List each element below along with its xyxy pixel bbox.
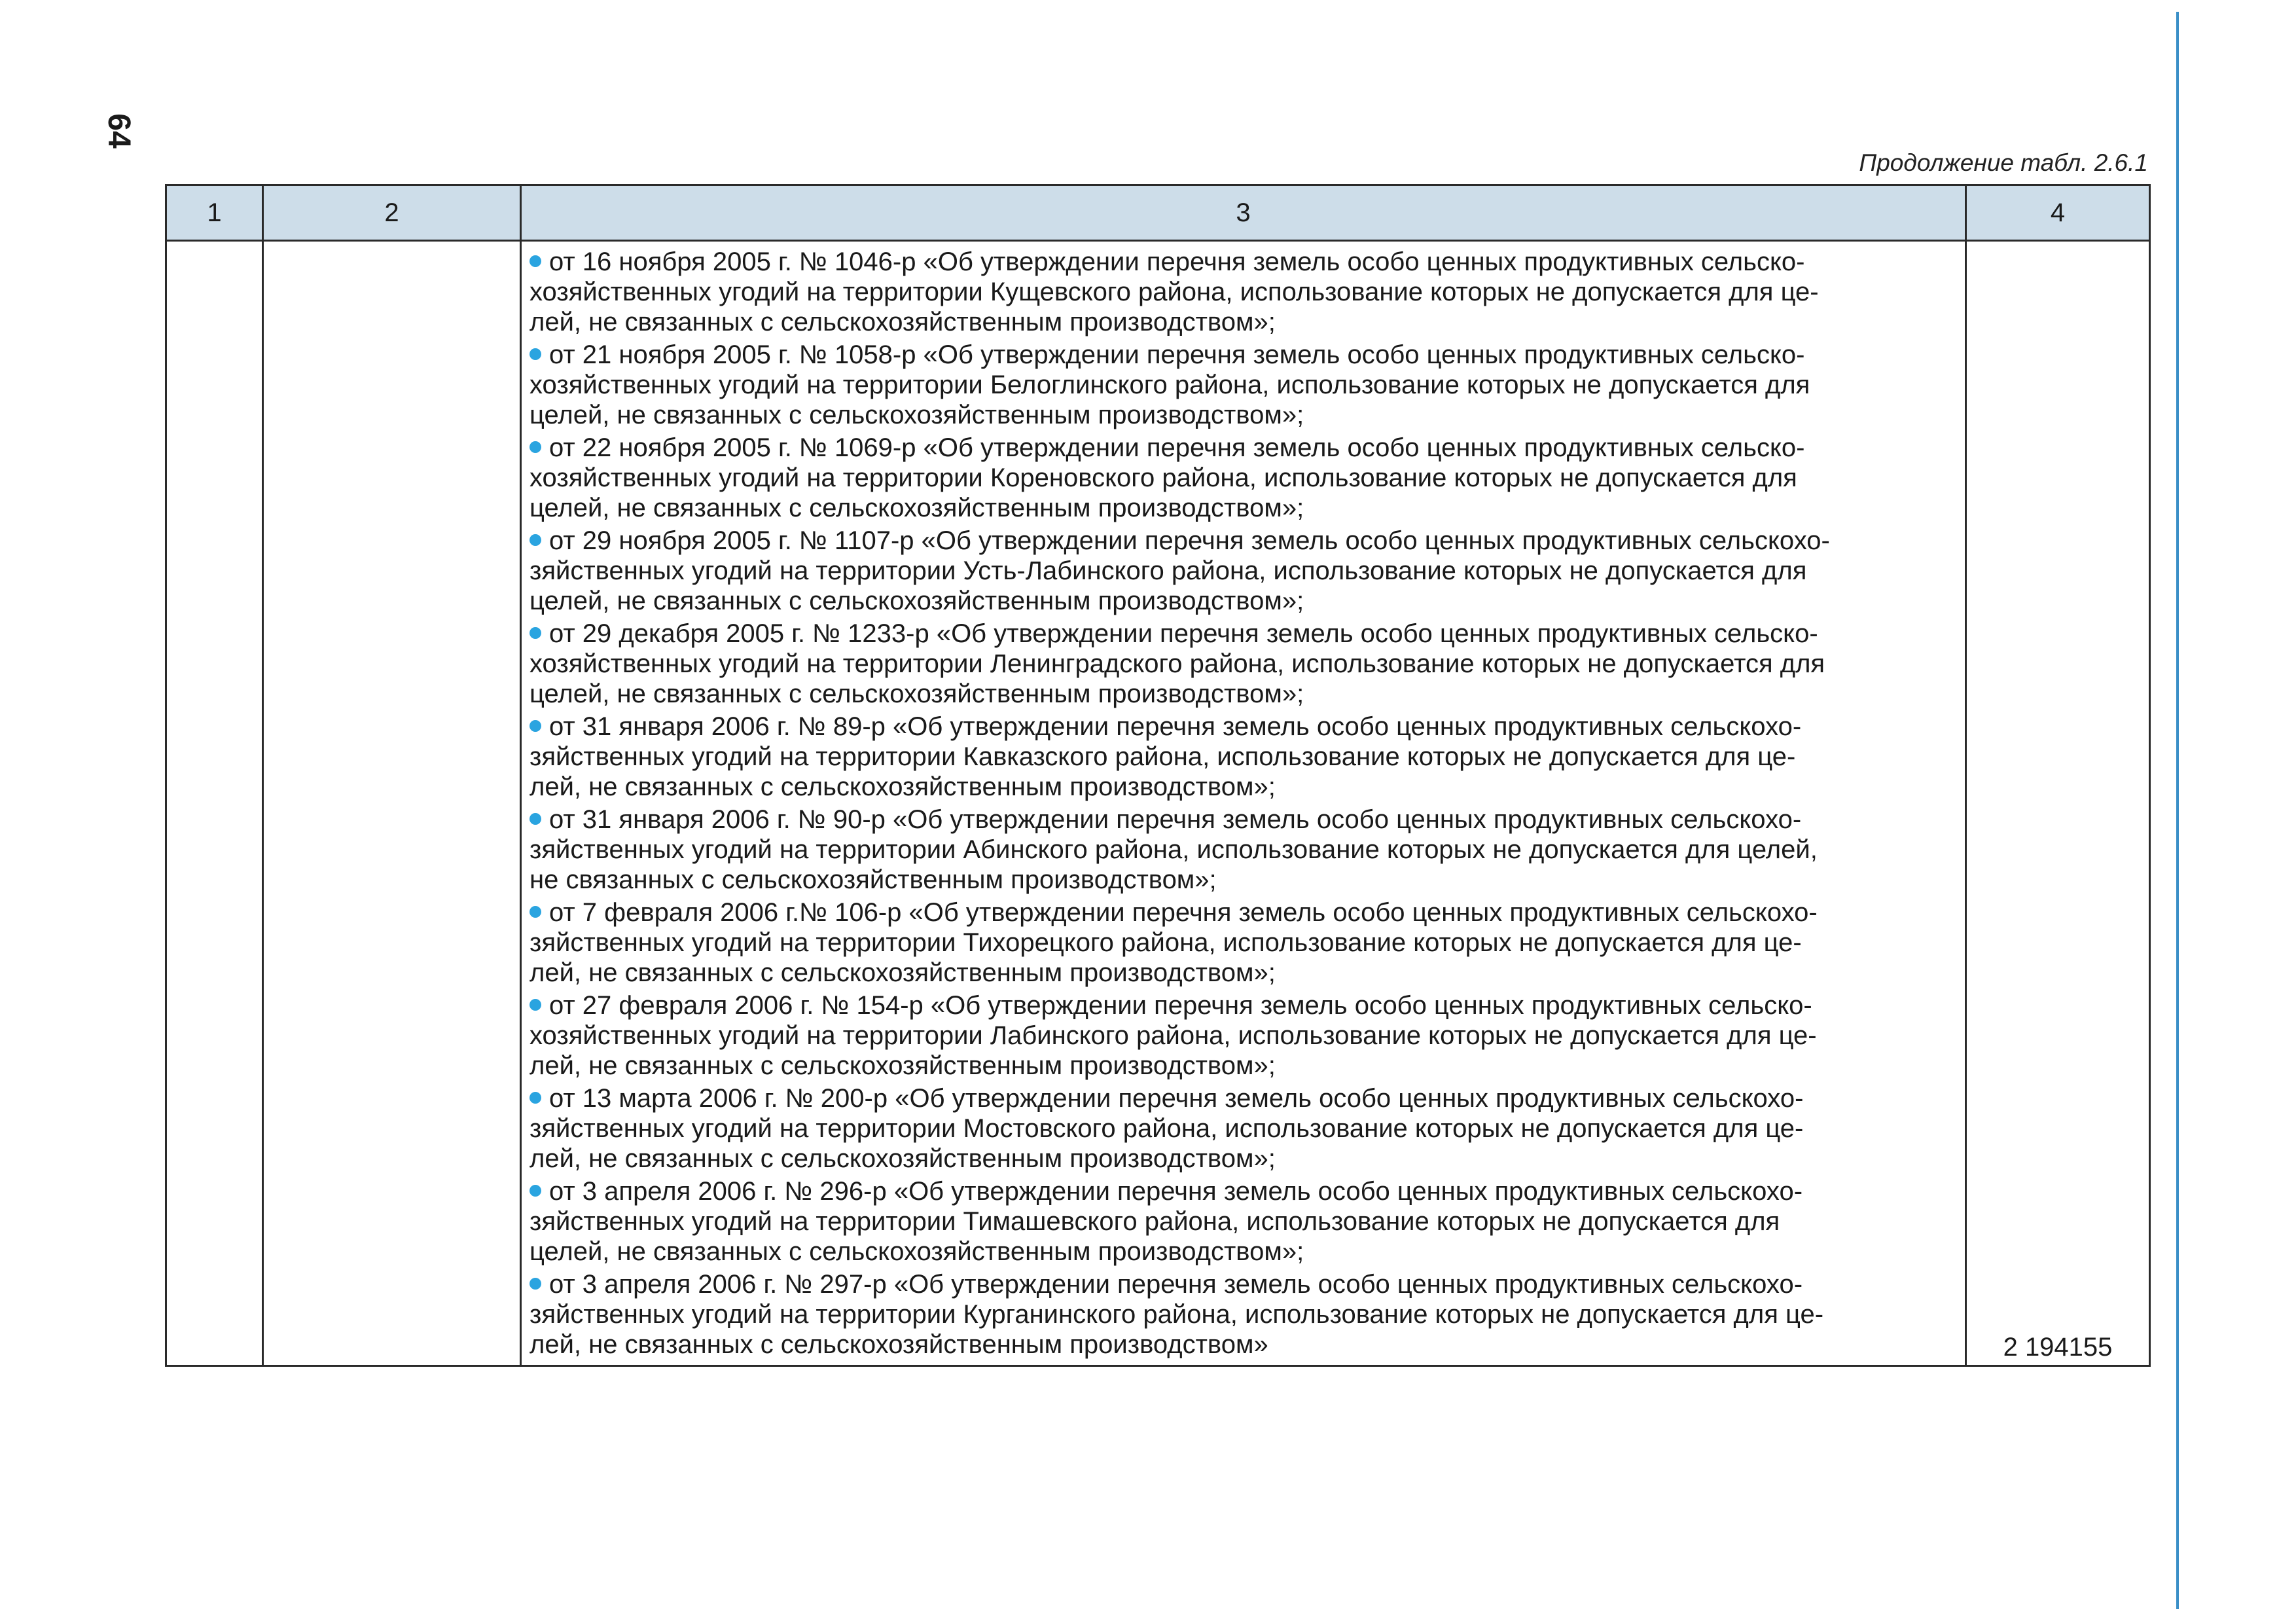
decree-entry bbox=[529, 340, 1958, 430]
bullet-icon bbox=[529, 534, 541, 546]
bullet-icon bbox=[529, 255, 541, 267]
decree-line: лей, не связанных с сельскохозяйственным производством» bbox=[529, 1330, 1268, 1359]
bullet-icon bbox=[529, 1278, 541, 1290]
decree-line: от 16 ноября 2005 г. № 1046-р «Об утверждении перечня земель особо ценных продуктивных сельско- bbox=[549, 247, 1805, 276]
bullet-icon bbox=[529, 999, 541, 1011]
decree-line: лей, не связанных с сельскохозяйственным производством»; bbox=[529, 772, 1276, 801]
cell-col-1 bbox=[166, 241, 263, 1366]
decree-line: целей, не связанных с сельскохозяйственным производством»; bbox=[529, 401, 1304, 429]
header-col-3: 3 bbox=[521, 185, 1966, 241]
decree-line: от 3 апреля 2006 г. № 297-р «Об утверждении перечня земель особо ценных продуктивных сельскохо- bbox=[549, 1270, 1803, 1299]
decree-line: от 31 января 2006 г. № 89-р «Об утверждении перечня земель особо ценных продуктивных сельскохо- bbox=[549, 712, 1802, 741]
decree-line: зяйственных угодий на территории Тихорецкого района, использование которых не допускается для це- bbox=[529, 928, 1802, 957]
decree-entry bbox=[529, 1269, 1958, 1360]
cell-col-3 bbox=[521, 241, 1966, 1366]
header-col-1: 1 bbox=[166, 185, 263, 241]
decree-line: лей, не связанных с сельскохозяйственным производством»; bbox=[529, 1144, 1276, 1173]
header-col-4: 4 bbox=[1966, 185, 2150, 241]
decree-entry bbox=[529, 712, 1958, 802]
decree-line: лей, не связанных с сельскохозяйственным производством»; bbox=[529, 1051, 1276, 1080]
decree-line: от 7 февраля 2006 г.№ 106-р «Об утверждении перечня земель особо ценных продуктивных сельскохо- bbox=[549, 898, 1818, 927]
decree-entry bbox=[529, 990, 1958, 1081]
decree-line: от 29 ноября 2005 г. № 1107-р «Об утверждении перечня земель особо ценных продуктивных сельскохо- bbox=[549, 526, 1830, 555]
decree-line: хозяйственных угодий на территории Кореновского района, использование которых не допускается для bbox=[529, 463, 1797, 492]
decree-line: целей, не связанных с сельскохозяйственным производством»; bbox=[529, 494, 1304, 522]
decree-line: зяйственных угодий на территории Мостовского района, использование которых не допускается для це- bbox=[529, 1114, 1804, 1143]
bullet-icon bbox=[529, 1185, 541, 1197]
decree-line: хозяйственных угодий на территории Кущевского района, использование которых не допускается для це- bbox=[529, 278, 1819, 306]
decree-entry bbox=[529, 897, 1958, 988]
decree-line: зяйственных угодий на территории Курганинского района, использование которых не допускается для це- bbox=[529, 1300, 1824, 1329]
page-number: 64 bbox=[101, 113, 137, 149]
margin-rule bbox=[2176, 12, 2179, 1609]
table-header bbox=[166, 185, 2150, 241]
decree-entry bbox=[529, 1083, 1958, 1174]
decree-line: от 27 февраля 2006 г. № 154-р «Об утверждении перечня земель особо ценных продуктивных сельско- bbox=[549, 991, 1812, 1020]
table-row bbox=[166, 241, 2150, 1366]
cell-col-2 bbox=[263, 241, 521, 1366]
decree-line: хозяйственных угодий на территории Белоглинского района, использование которых не допускается для bbox=[529, 371, 1810, 399]
continuation-label: Продолжение табл. 2.6.1 bbox=[1859, 149, 2148, 176]
decree-entry bbox=[529, 619, 1958, 709]
decree-entry bbox=[529, 433, 1958, 523]
decree-line: лей, не связанных с сельскохозяйственным производством»; bbox=[529, 308, 1276, 336]
decree-line: целей, не связанных с сельскохозяйственным производством»; bbox=[529, 587, 1304, 615]
decree-line: от 29 декабря 2005 г. № 1233-р «Об утверждении перечня земель особо ценных продуктивных сельско- bbox=[549, 619, 1818, 648]
cell-col-4-total: 2 194155 bbox=[1966, 241, 2150, 1366]
decree-line: от 31 января 2006 г. № 90-р «Об утверждении перечня земель особо ценных продуктивных сельскохо- bbox=[549, 805, 1802, 834]
decree-list bbox=[529, 247, 1958, 1360]
decree-line: зяйственных угодий на территории Тимашевского района, использование которых не допускается для bbox=[529, 1207, 1780, 1236]
decree-line: зяйственных угодий на территории Абинского района, использование которых не допускается для целей, bbox=[529, 835, 1818, 864]
decree-line: от 3 апреля 2006 г. № 296-р «Об утверждении перечня земель особо ценных продуктивных сельскохо- bbox=[549, 1177, 1803, 1206]
decree-line: зяйственных угодий на территории Кавказского района, использование которых не допускается для це- bbox=[529, 742, 1796, 771]
decree-line: хозяйственных угодий на территории Ленинградского района, использование которых не допускается для bbox=[529, 649, 1825, 678]
decree-line: от 22 ноября 2005 г. № 1069-р «Об утверждении перечня земель особо ценных продуктивных сельско- bbox=[549, 433, 1805, 462]
bullet-icon bbox=[529, 813, 541, 825]
decree-entry bbox=[529, 1176, 1958, 1267]
decree-line: целей, не связанных с сельскохозяйственным производством»; bbox=[529, 679, 1304, 708]
decree-line: хозяйственных угодий на территории Лабинского района, использование которых не допускается для це- bbox=[529, 1021, 1817, 1050]
bullet-icon bbox=[529, 906, 541, 918]
header-row bbox=[166, 185, 2150, 241]
decree-entry bbox=[529, 526, 1958, 616]
decree-line: не связанных с сельскохозяйственным производством»; bbox=[529, 865, 1217, 894]
table-body bbox=[166, 241, 2150, 1366]
bullet-icon bbox=[529, 441, 541, 453]
bullet-icon bbox=[529, 348, 541, 360]
bullet-icon bbox=[529, 1092, 541, 1104]
bullet-icon bbox=[529, 720, 541, 732]
decree-entry bbox=[529, 804, 1958, 895]
decree-line: целей, не связанных с сельскохозяйственным производством»; bbox=[529, 1237, 1304, 1266]
decree-line: лей, не связанных с сельскохозяйственным производством»; bbox=[529, 958, 1276, 987]
data-table bbox=[165, 184, 2151, 1367]
decree-line: от 13 марта 2006 г. № 200-р «Об утверждении перечня земель особо ценных продуктивных сельскохо- bbox=[549, 1084, 1804, 1113]
header-col-2: 2 bbox=[263, 185, 521, 241]
decree-entry bbox=[529, 247, 1958, 337]
bullet-icon bbox=[529, 627, 541, 639]
decree-line: зяйственных угодий на территории Усть-Лабинского района, использование которых не допускается для bbox=[529, 556, 1807, 585]
decree-line: от 21 ноября 2005 г. № 1058-р «Об утверждении перечня земель особо ценных продуктивных сельско- bbox=[549, 340, 1805, 369]
